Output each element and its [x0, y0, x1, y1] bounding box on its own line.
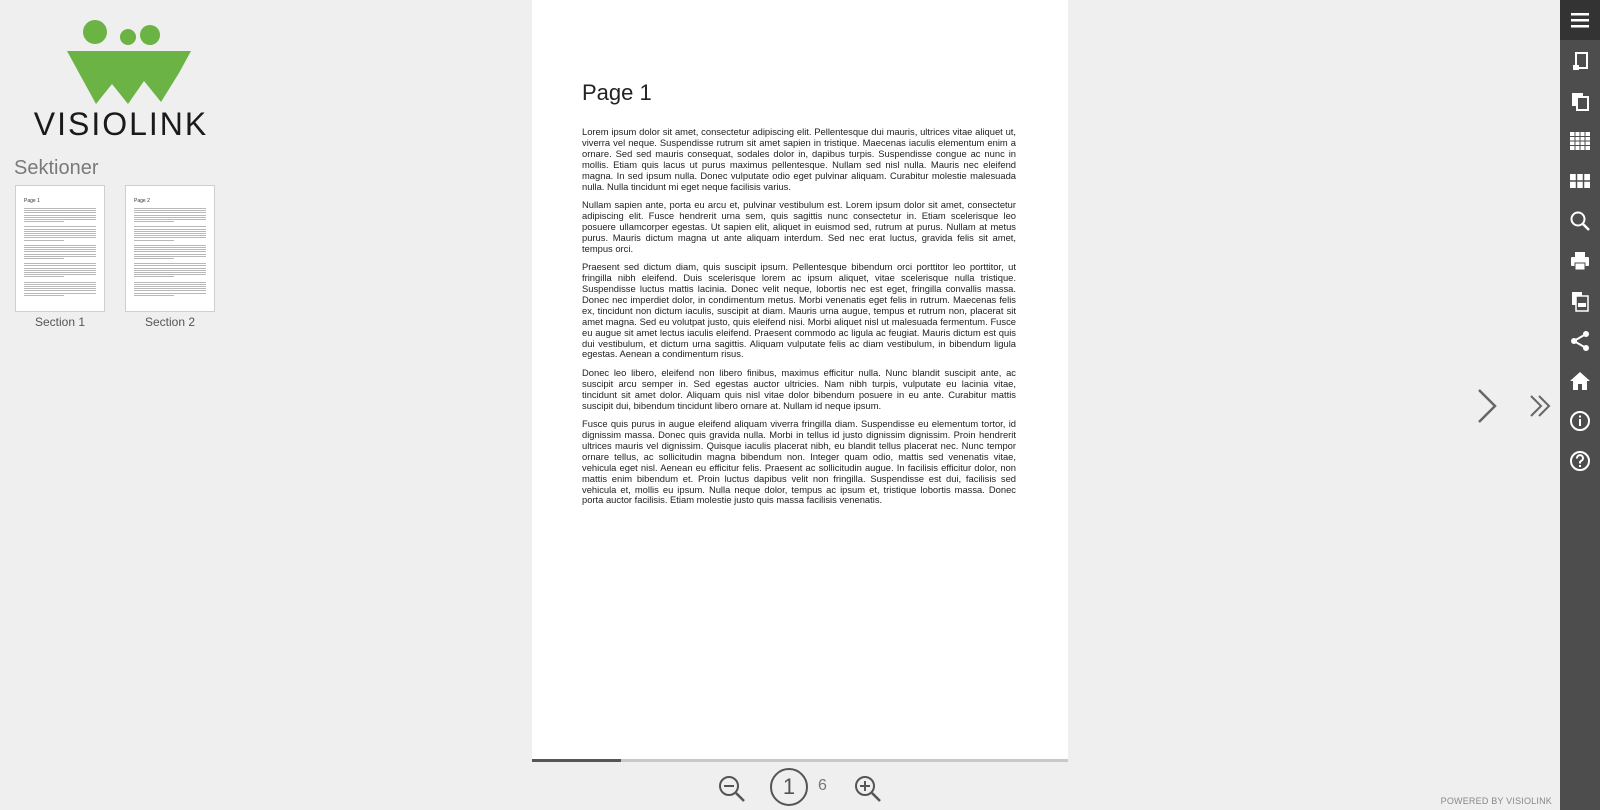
page-paragraph: Donec leo libero, eleifend non libero finibus, maximus efficitur nulla. Nunc blandit suscipit ante, ac suscipit arcu semper in. Sed egestas auctor ultricies. Nam nibh turpis, vulputate eu lacinia vitae, tincidunt sit amet dolor. Aliquam quis nisl vitae dolor bibendum posuere in eu ante. Curabitur mattis suscipit dui, bibendum tincidunt libero ornare at. Nullam id neque ipsum.: [582, 366, 1016, 411]
print-button[interactable]: [1560, 241, 1600, 281]
thumbnail-text-line: [134, 251, 206, 252]
menu-icon: [1569, 9, 1591, 31]
last-page-button[interactable]: [1525, 390, 1555, 422]
logo-wordmark: VISIOLINK: [33, 106, 209, 140]
thumbnail-text-line: [134, 247, 206, 248]
thumbnail-text-line: [134, 265, 206, 266]
thumbnail-text-line: [24, 265, 96, 266]
double-chevron-right-icon: [1525, 390, 1555, 422]
thumbnail-text-line: [134, 231, 206, 232]
menu-button[interactable]: [1560, 0, 1600, 40]
thumbnail-text-line: [134, 270, 206, 271]
info-icon: [1569, 410, 1591, 432]
thumbnail-text-line: [24, 229, 96, 230]
thumbnail-text-line: [134, 212, 206, 213]
thumbnail-text-line: [134, 215, 206, 216]
thumbnail-text-line: [24, 240, 64, 241]
page-title: Page 1: [582, 80, 652, 105]
thumbnail-text-line: [24, 217, 96, 218]
grid-small-view-button[interactable]: [1560, 121, 1600, 161]
thumbnail-text-line: [134, 282, 206, 283]
toolbar-sidebar: [1560, 0, 1600, 810]
page-paragraph: Fusce quis purus in augue eleifend aliquam viverra fringilla diam. Suspendisse eu elementum tortor, id dignissim massa. Donec quis gravida nulla. Morbi in tellus id justo dignissim dignissim. Proin hendrerit ultrices mauris vel dignissim. Quisque iaculis placerat nibh, eu blandit tellus placerat nec. Nunc tempor ornare tellus, ac sollicitudin magna bibendum non. Integer quam odio, mattis sed venenatis vitae, vehicula eget nisl. Aenean eu efficitur felis. Praesent ac sollicitudin augue. In facilisis efficitur dolor, non mattis enim bibendum et. Proin luctus dapibus velit non fringilla. Suspendisse est dui, facilisis sed vehicula et, mollis eu ipsum. Nulla neque dolor, tempus ac ipsum et, tristique lobortis massa. Donec porta auctor facilisis. Etiam molestie justo quis massa facilisis venenatis.: [582, 418, 1016, 506]
thumbnail-text-line: [134, 268, 206, 269]
thumbnail-text-line: [134, 254, 206, 255]
page-paragraph: Nullam sapien ante, porta eu arcu et, pulvinar vestibulum est. Lorem ipsum dolor sit amet, consectetur adipiscing elit. Fusce hendrerit urna sem, quis sagittis nunc consectetur in. Etiam scelerisque leo posuere ullamcorper egestas. Ut sapien elit, aliquet in euismod sed, rutrum at purus. Nullam at metus purus. Mauris dictum magna ut ante aliquam interdum. Sed nec erat luctus, gravida felis sit amet, tempus orci.: [582, 199, 1016, 254]
thumbnail-text-line: [24, 237, 96, 238]
grid-large-icon: [1569, 170, 1591, 192]
share-button[interactable]: [1560, 321, 1600, 361]
thumbnail-text-line: [134, 240, 174, 241]
thumbnail-text-line: [134, 290, 206, 291]
thumbnail-text-line: [134, 235, 206, 236]
total-pages: 6: [818, 777, 827, 794]
thumbnail-text-line: [24, 258, 64, 259]
zoom-out-icon: [717, 774, 747, 804]
thumbnail-text-line: [134, 221, 174, 222]
thumbnail-text-line: [134, 293, 206, 294]
thumbnail-text-line: [24, 263, 96, 264]
thumbnail-text-line: [24, 247, 96, 248]
page-paragraph: Lorem ipsum dolor sit amet, consectetur adipiscing elit. Pellentesque dui mauris, ultrices vitae aliquet ut, viverra vel neque. Suspendisse rutrum sit amet sapien in tristique. Maecenas iaculis elementum enim a ornare. Sed sed mauris consequat, sodales dolor in, dapibus turpis. Suspendisse congue ac nunc in mollis. Etiam quis lacus ut purus maximus pellentesque. Nullam sed nisl nulla. Mauris nec eleifend magna. In sed ipsum nulla. Donec vulputate odio eget pulvinar aliquam. Curabitur molestie malesuada nulla. Nulla tincidunt mi eget neque facilisis varius.: [582, 126, 1016, 192]
info-button[interactable]: [1560, 401, 1600, 441]
thumbnail-text-line: [134, 284, 206, 285]
thumbnail-text-line: [134, 217, 206, 218]
thumbnail-text-line: [134, 295, 174, 296]
thumbnail-text-line: [134, 274, 206, 275]
thumbnail-text-line: [24, 233, 96, 234]
double-page-icon: [1569, 90, 1591, 112]
thumbnail-text-line: [134, 219, 206, 220]
thumbnail-text-line: [24, 215, 96, 216]
thumbnail-text-line: [134, 208, 206, 209]
thumbnail-text-line: [134, 276, 174, 277]
chevron-right-icon: [1469, 384, 1503, 428]
thumbnail-page-title: Page 2: [134, 198, 150, 204]
thumbnail-text-line: [24, 231, 96, 232]
pdf-icon: [1569, 290, 1591, 312]
thumbnail-text-line: [24, 272, 96, 273]
thumbnail-text-line: [24, 256, 96, 257]
thumbnail-text-line: [24, 251, 96, 252]
page-progress-fill: [532, 759, 621, 762]
thumbnail-text-line: [24, 284, 96, 285]
zoom-out-button[interactable]: [717, 774, 747, 804]
thumbnail-text-line: [134, 288, 206, 289]
thumbnail-text-line: [24, 295, 64, 296]
thumbnail-text-line: [134, 237, 206, 238]
single-page-view-button[interactable]: [1560, 41, 1600, 81]
visiolink-logo[interactable]: [16, 18, 226, 140]
single-page-icon: [1569, 50, 1591, 72]
section-label: Section 1: [34, 315, 86, 329]
double-page-view-button[interactable]: [1560, 81, 1600, 121]
thumbnail-text-line: [134, 210, 206, 211]
thumbnail-text-line: [134, 226, 206, 227]
thumbnail-text-line: [134, 256, 206, 257]
thumbnail-text-line: [134, 286, 206, 287]
thumbnail-text-line: [24, 254, 96, 255]
thumbnail-text-line: [134, 263, 206, 264]
search-button[interactable]: [1560, 201, 1600, 241]
powered-by-label: POWERED BY VISIOLINK: [1440, 796, 1552, 806]
thumbnail-text-line: [24, 270, 96, 271]
page-body: [582, 127, 1016, 514]
thumbnail-text-line: [24, 210, 96, 211]
thumbnail-text-line: [134, 272, 206, 273]
section-thumbnail-1[interactable]: [15, 185, 105, 329]
thumbnail-text-line: [134, 249, 206, 250]
help-icon: [1569, 450, 1591, 472]
page-view[interactable]: [532, 0, 1068, 760]
thumbnail-text-line: [24, 235, 96, 236]
thumbnail-text-line: [24, 221, 64, 222]
thumbnail-text-line: [134, 233, 206, 234]
home-icon: [1569, 370, 1591, 392]
grid-large-view-button[interactable]: [1560, 161, 1600, 201]
page-paragraph: Praesent sed dictum diam, quis suscipit ipsum. Pellentesque bibendum orci porttitor leo porttitor, ut fringilla nibh eleifend. Duis scelerisque lorem ac ipsum aliquet, vitae scelerisque nulla tristique. Suspendisse luctus mattis lacinia. Donec velit neque, lobortis nec est eget, fringilla convallis massa. Donec nec imperdiet dolor, in condimentum metus. Morbi venenatis eget felis in rutrum. Maecenas felis ex, tincidunt non dictum iaculis, suscipit at diam. Mauris urna augue, tempus et rutrum non, placerat sit amet magna. Sed eu volutpat justo, quis eleifend nisi. Morbi aliquet nisl ut malesuada fermentum. Fusce eu augue sit amet lectus iaculis eleifend. Praesent commodo ac ligula ac feugiat. Mauris dictum est quis dui vestibulum, et dictum urna sagittis. Aliquam vulputate felis ac diam vestibulum, in bibendum ligula egestas. Aenean a condimentum risus.: [582, 261, 1016, 360]
thumbnail-text-line: [24, 290, 96, 291]
thumbnail-text-line: [24, 208, 96, 209]
zoom-in-icon: [853, 774, 883, 804]
thumbnail-text-line: [134, 245, 206, 246]
thumbnail-text-line: [24, 282, 96, 283]
print-icon: [1569, 250, 1591, 272]
thumbnail-text-line: [24, 293, 96, 294]
thumbnail-text-line: [24, 245, 96, 246]
thumbnail-text-line: [134, 258, 174, 259]
thumbnail-text-line: [24, 219, 96, 220]
current-page-indicator[interactable]: 1: [770, 768, 808, 806]
section-thumbnail-2[interactable]: [125, 185, 215, 329]
help-button[interactable]: [1560, 441, 1600, 481]
thumbnail-text-line: [24, 249, 96, 250]
page-progress-bar: [532, 759, 1068, 762]
thumbnail-text-line: [24, 286, 96, 287]
grid-small-icon: [1569, 130, 1591, 152]
thumbnail-text-line: [24, 274, 96, 275]
thumbnail-text-line: [24, 226, 96, 227]
search-icon: [1569, 210, 1591, 232]
thumbnail-text-line: [24, 212, 96, 213]
section-label: Section 2: [144, 315, 196, 329]
home-button[interactable]: [1560, 361, 1600, 401]
pdf-download-button[interactable]: [1560, 281, 1600, 321]
thumbnail-text-line: [134, 229, 206, 230]
zoom-in-button[interactable]: [853, 774, 883, 804]
sections-heading: Sektioner: [14, 157, 99, 179]
share-icon: [1569, 330, 1591, 352]
thumbnail-text-line: [24, 288, 96, 289]
thumbnail-text-line: [24, 268, 96, 269]
thumbnail-page-title: Page 1: [24, 198, 40, 204]
section-thumbnail-page: [125, 185, 215, 312]
section-thumbnail-page: [15, 185, 105, 312]
thumbnail-text-line: [24, 276, 64, 277]
next-page-button[interactable]: [1469, 384, 1503, 428]
